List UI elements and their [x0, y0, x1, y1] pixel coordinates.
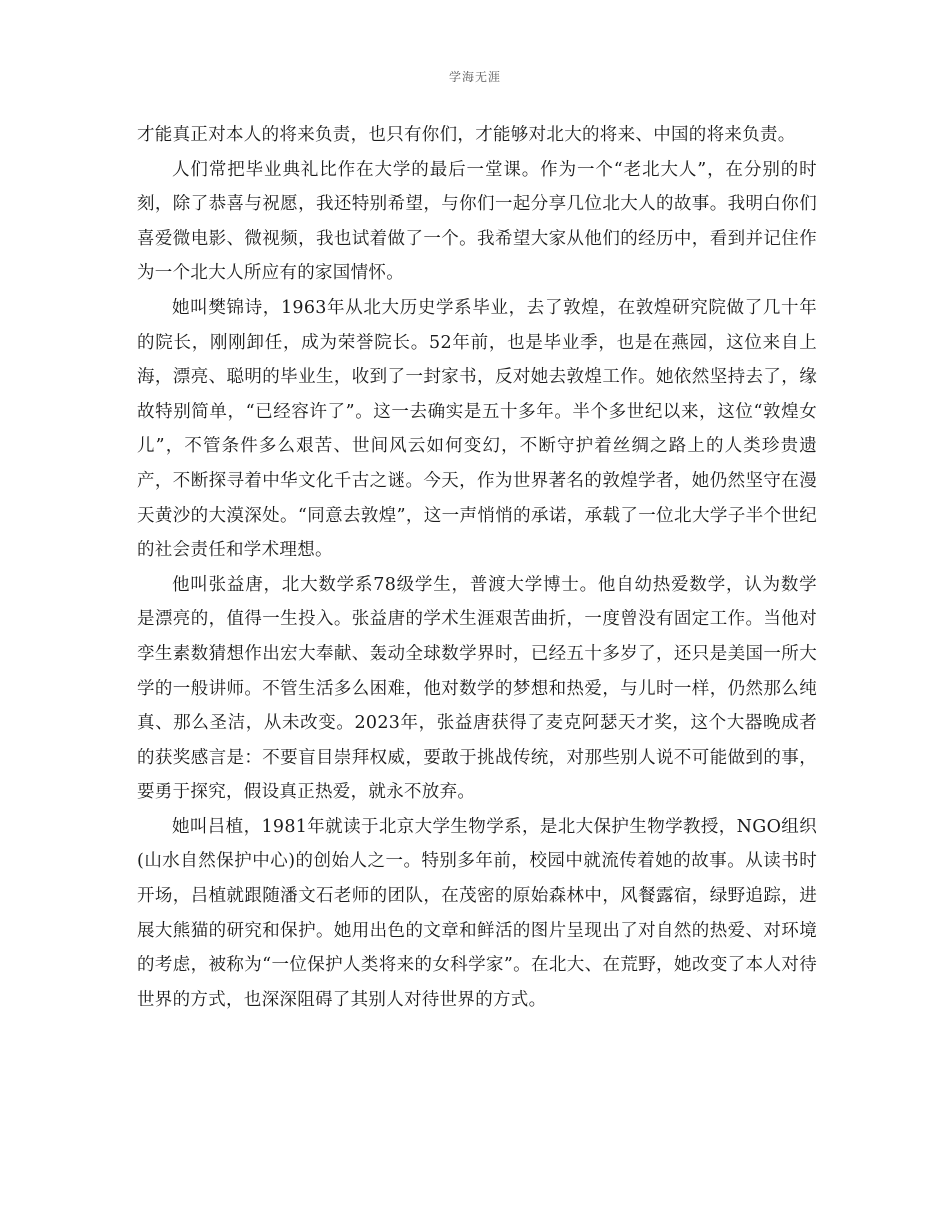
paragraph-fan-jinshi: 她叫樊锦诗，1963年从北大历史学系毕业，去了敦煌，在敦煌研究院做了几十年的院长，刚刚卸任，成为荣誉院长。52年前，也是毕业季，也是在燕园，这位来自上海，漂亮、聪明的毕业生，收到了一封家书，反对她去敦煌工作。她依然坚持去了，缘故特别简单，“已经容许了”。这一去确实是五十多年。半个多世纪以来，这位“敦煌女儿”，不管条件多么艰苦、世间风云如何变幻，不断守护着丝绸之路上的人类珍贵遗产，不断探寻着中华文化千古之谜。今天，作为世界著名的敦煌学者，她仍然坚守在漫天黄沙的大漠深处。“同意去敦煌”，这一声悄悄的承诺，承载了一位北大学子半个世纪的社会责任和学术理想。 — [137, 297, 817, 561]
page-header: 学海无涯 — [448, 70, 501, 84]
paragraph-graduation-ceremony: 人们常把毕业典礼比作在大学的最后一堂课。作为一个“老北大人”，在分别的时刻，除了恭喜与祝愿，我还特别希望，与你们一起分享几位北大人的故事。我明白你们喜爱微电影、微视频，我也试着做了一个。我希望大家从他们的经历中，看到并记住作为一个北大人所应有的家国情怀。 — [137, 159, 817, 284]
paragraph-lu-zhi: 她叫吕植，1981年就读于北京大学生物学系，是北大保护生物学教授，NGO组织(山水自然保护中心)的创始人之一。特别多年前，校园中就流传着她的故事。从读书时开场，吕植就跟随潘文石老师的团队，在茂密的原始森林中，风餐露宿，绿野追踪，进展大熊猫的研究和保护。她用出色的文章和鲜活的图片呈现出了对自然的热爱、对环境的考虑，被称为“一位保护人类将来的女科学家”。在北大、在荒野，她改变了本人对待世界的方式，也深深阻碍了其别人对待世界的方式。 — [137, 816, 817, 1010]
document-body — [137, 118, 817, 1017]
paragraph-zhang-yitang: 他叫张益唐，北大数学系78级学生，普渡大学博士。他自幼热爱数学，认为数学是漂亮的，值得一生投入。张益唐的学术生涯艰苦曲折，一度曾没有固定工作。当他对孪生素数猜想作出宏大奉献、轰动全球数学界时，已经五十多岁了，还只是美国一所大学的一般讲师。不管生活多么困难，他对数学的梦想和热爱，与儿时一样，仍然那么纯真、那么圣洁，从未改变。2023年，张益唐获得了麦克阿瑟天才奖，这个大器晚成者的获奖感言是：不要盲目崇拜权威，要敢于挑战传统，对那些别人说不可能做到的事，要勇于探究，假设真正热爱，就永不放弃。 — [137, 574, 817, 803]
paragraph-continuation: 才能真正对本人的将来负责，也只有你们，才能够对北大的将来、中国的将来负责。 — [137, 125, 796, 145]
